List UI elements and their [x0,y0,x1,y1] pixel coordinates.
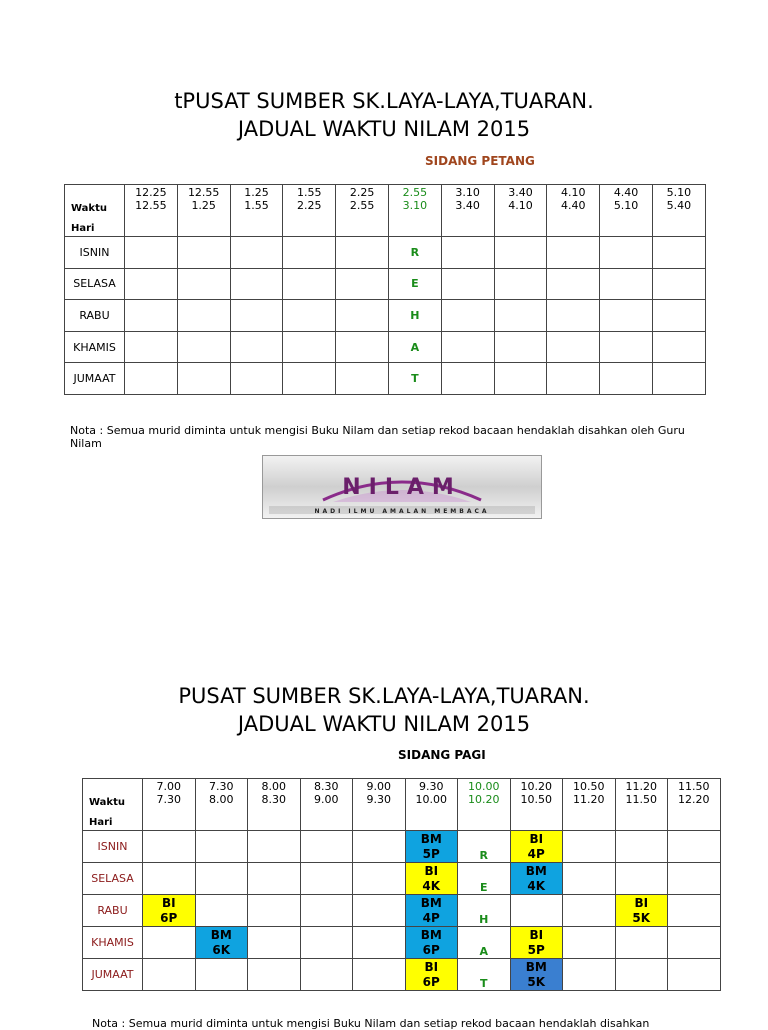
time-start: 10.00 [468,780,500,793]
timetable-cell [494,363,547,395]
class-slot [510,927,563,959]
timetable-cell [615,863,668,895]
timetable-cell [494,237,547,269]
timetable-cell [652,331,705,363]
slot-class: 6P [160,910,178,925]
slot-subject: BI [424,959,439,974]
bottom-title-line1: PUSAT SUMBER SK.LAYA-LAYA,TUARAN. [178,684,590,708]
timetable-cell [283,331,336,363]
timetable-cell [563,831,616,863]
class-slot [405,831,458,863]
time-header-cell [195,779,248,831]
timetable-cell [652,268,705,300]
time-end: 8.00 [209,793,234,806]
timetable-cell [195,959,248,991]
slot-class: 6P [422,942,440,957]
timetable-cell [600,331,653,363]
timetable-cell [652,237,705,269]
time-start: 3.40 [508,186,533,199]
timetable-cell [230,331,283,363]
slot-subject: BM [525,959,547,974]
slot-class: 6P [422,974,440,989]
time-end: 9.00 [314,793,339,806]
timetable-cell [283,300,336,332]
timetable-cell [248,895,301,927]
day-label: RABU [65,300,125,332]
day-label: KHAMIS [65,331,125,363]
table-row [83,927,721,959]
timetable-cell [248,927,301,959]
timetable-cell [300,895,353,927]
time-end: 12.20 [678,793,710,806]
slot-class: 5K [632,910,651,925]
time-end: 2.55 [349,199,375,212]
break-letter: H [458,895,511,927]
timetable-cell [547,268,600,300]
time-start: 8.00 [261,780,286,793]
slot-class: 5P [422,846,440,861]
timetable-cell [563,895,616,927]
timetable-cell [652,363,705,395]
timetable-cell [125,237,178,269]
table-row [65,363,706,395]
timetable-cell [336,363,389,395]
top-timetable [64,184,706,395]
class-slot [615,895,668,927]
timetable-cell [547,331,600,363]
slot-class: 4K [422,878,441,893]
timetable-cell [336,237,389,269]
break-letter: R [388,237,441,269]
class-slot [510,863,563,895]
time-end: 2.25 [297,199,322,212]
timetable-cell [353,831,406,863]
timetable-cell [353,927,406,959]
class-slot [405,959,458,991]
table-row [65,300,706,332]
time-end: 1.25 [191,199,216,212]
time-header-cell [177,185,230,237]
timetable-cell [125,331,178,363]
class-slot [143,895,196,927]
day-label: ISNIN [65,237,125,269]
timetable-cell [615,831,668,863]
time-header-cell [563,779,616,831]
time-start: 5.10 [666,186,692,199]
table-row [83,863,721,895]
nilam-logo [262,455,542,519]
slot-class: 4P [527,846,545,861]
slot-subject: BI [529,927,544,942]
top-title-line2: JADUAL WAKTU NILAM 2015 [237,117,531,141]
timetable-cell [668,927,721,959]
timetable-cell [353,863,406,895]
timetable-cell [177,331,230,363]
time-end: 10.00 [415,793,447,806]
time-end: 10.20 [468,793,500,806]
timetable-cell [600,237,653,269]
time-header-cell [441,185,494,237]
timetable-cell [441,331,494,363]
class-slot [195,927,248,959]
slot-subject: BI [424,863,439,878]
time-end: 8.30 [261,793,286,806]
corner-cell [83,779,143,831]
timetable-cell [494,331,547,363]
break-letter: H [388,300,441,332]
timetable-cell [230,237,283,269]
time-header-cell [143,779,196,831]
top-title-line1: tPUSAT SUMBER SK.LAYA-LAYA,TUARAN. [174,89,594,113]
timetable-cell [668,895,721,927]
slot-subject: BI [161,895,176,910]
slot-subject: BI [634,895,649,910]
timetable-cell [652,300,705,332]
time-header-cell [615,779,668,831]
timetable-cell [668,831,721,863]
timetable-cell [230,363,283,395]
timetable-cell [230,268,283,300]
timetable-cell [248,831,301,863]
header-row [65,185,706,237]
header-row [83,779,721,831]
timetable-cell [300,863,353,895]
timetable-cell [336,331,389,363]
timetable-cell [353,895,406,927]
day-label: JUMAAT [83,959,143,991]
timetable-cell [177,268,230,300]
time-start: 3.10 [455,186,480,199]
corner-waktu-label: Waktu [89,797,125,808]
top-session-label: SIDANG PETANG [425,154,535,168]
timetable-cell [510,895,563,927]
time-header-cell [458,779,511,831]
break-letter: A [388,331,441,363]
timetable-cell [336,300,389,332]
time-header-cell [353,779,406,831]
time-end: 7.30 [156,793,181,806]
timetable-cell [300,959,353,991]
time-end: 4.40 [561,199,586,212]
timetable-cell [230,300,283,332]
timetable-cell [125,363,178,395]
class-slot [405,863,458,895]
timetable-cell [441,363,494,395]
time-end: 5.10 [613,199,639,212]
table-row [83,959,721,991]
day-label: KHAMIS [83,927,143,959]
time-start: 8.30 [314,780,339,793]
break-letter: T [388,363,441,395]
break-letter: T [458,959,511,991]
time-header-cell [388,185,441,237]
timetable-cell [248,959,301,991]
time-end: 3.10 [402,199,428,212]
time-start: 2.55 [402,186,428,199]
time-header-cell [600,185,653,237]
timetable-cell [143,863,196,895]
timetable-cell [441,268,494,300]
time-header-cell [405,779,458,831]
corner-cell [65,185,125,237]
logo-wordmark: NILAM [342,475,462,500]
corner-hari-label: Hari [71,223,95,234]
time-start: 2.25 [349,186,375,199]
timetable-cell [300,831,353,863]
timetable-cell [125,268,178,300]
slot-subject: BM [420,895,442,910]
table-row [65,331,706,363]
timetable-cell [248,863,301,895]
timetable-cell [547,363,600,395]
day-label: JUMAAT [65,363,125,395]
timetable-cell [177,237,230,269]
timetable-cell [441,300,494,332]
time-start: 4.10 [561,186,586,199]
timetable-cell [353,959,406,991]
time-header-cell [125,185,178,237]
time-start: 11.50 [678,780,710,793]
timetable-cell [300,927,353,959]
slot-subject: BM [525,863,547,878]
table-row [65,268,706,300]
slot-class: 5P [527,942,545,957]
time-end: 4.10 [508,199,533,212]
nilam-logo-graphic [263,456,541,518]
slot-subject: BM [420,831,442,846]
time-end: 11.20 [573,793,605,806]
time-end: 3.40 [455,199,480,212]
time-header-cell [652,185,705,237]
time-header-cell [668,779,721,831]
time-end: 5.40 [666,199,692,212]
timetable-cell [600,300,653,332]
time-start: 9.30 [419,780,444,793]
slot-subject: BI [529,831,544,846]
day-label: ISNIN [83,831,143,863]
table-row [83,895,721,927]
break-letter: A [458,927,511,959]
timetable-cell [494,300,547,332]
corner-waktu-label: Waktu [71,203,107,214]
timetable-cell [494,268,547,300]
timetable-cell [668,863,721,895]
table-row [83,831,721,863]
time-end: 10.50 [520,793,552,806]
class-slot [405,927,458,959]
day-label: RABU [83,895,143,927]
time-start: 9.00 [366,780,391,793]
slot-subject: BM [420,927,442,942]
day-label: SELASA [65,268,125,300]
break-letter: R [458,831,511,863]
timetable-cell [177,363,230,395]
day-label: SELASA [83,863,143,895]
time-header-cell [510,779,563,831]
time-header-cell [248,779,301,831]
time-end: 1.55 [244,199,269,212]
timetable-cell [195,831,248,863]
time-end: 11.50 [625,793,657,806]
time-start: 1.55 [297,186,322,199]
timetable-cell [668,959,721,991]
timetable-cell [283,363,336,395]
timetable-cell [615,959,668,991]
timetable-cell [563,863,616,895]
timetable-cell [283,268,336,300]
logo-tagline: NADI ILMU AMALAN MEMBACA [314,508,490,515]
timetable-cell [143,927,196,959]
timetable-cell [441,237,494,269]
time-start: 1.25 [244,186,269,199]
time-start: 7.00 [156,780,181,793]
timetable-cell [283,237,336,269]
slot-class: 4K [527,878,546,893]
timetable-cell [547,300,600,332]
time-header-cell [336,185,389,237]
timetable-cell [563,927,616,959]
bottom-session-label: SIDANG PAGI [398,748,486,762]
bottom-timetable [82,778,721,991]
class-slot [510,831,563,863]
timetable-cell [177,300,230,332]
time-header-cell [547,185,600,237]
slot-class: 5K [527,974,546,989]
timetable-cell [143,831,196,863]
class-slot [510,959,563,991]
time-start: 10.50 [573,780,605,793]
timetable-cell [547,237,600,269]
timetable-cell [600,268,653,300]
time-end: 9.30 [366,793,391,806]
time-start: 7.30 [209,780,234,793]
timetable-cell [195,895,248,927]
timetable-cell [563,959,616,991]
slot-subject: BM [210,927,232,942]
slot-class: 4P [422,910,440,925]
timetable-cell [195,863,248,895]
time-start: 10.20 [520,780,552,793]
timetable-cell [615,927,668,959]
time-start: 12.25 [135,186,167,199]
slot-class: 6K [212,942,231,957]
top-note: Nota : Semua murid diminta untuk mengisi Buku Nilam dan setiap rekod bacaan hendaklah disahkan oleh Guru Nilam [70,424,685,450]
time-end: 12.55 [135,199,167,212]
bottom-title-line2: JADUAL WAKTU NILAM 2015 [237,712,531,736]
time-start: 4.40 [613,186,639,199]
time-header-cell [494,185,547,237]
break-letter: E [388,268,441,300]
class-slot [405,895,458,927]
table-row [65,237,706,269]
corner-hari-label: Hari [89,817,113,828]
bottom-note: Nota : Semua murid diminta untuk mengisi Buku Nilam dan setiap rekod bacaan hendaklah disahkan [92,1017,650,1030]
break-letter: E [458,863,511,895]
time-start: 12.55 [187,186,220,199]
timetable-cell [600,363,653,395]
timetable-cell [125,300,178,332]
timetable-cell [336,268,389,300]
time-start: 11.20 [625,780,657,793]
time-header-cell [230,185,283,237]
time-header-cell [283,185,336,237]
timetable-cell [143,959,196,991]
time-header-cell [300,779,353,831]
